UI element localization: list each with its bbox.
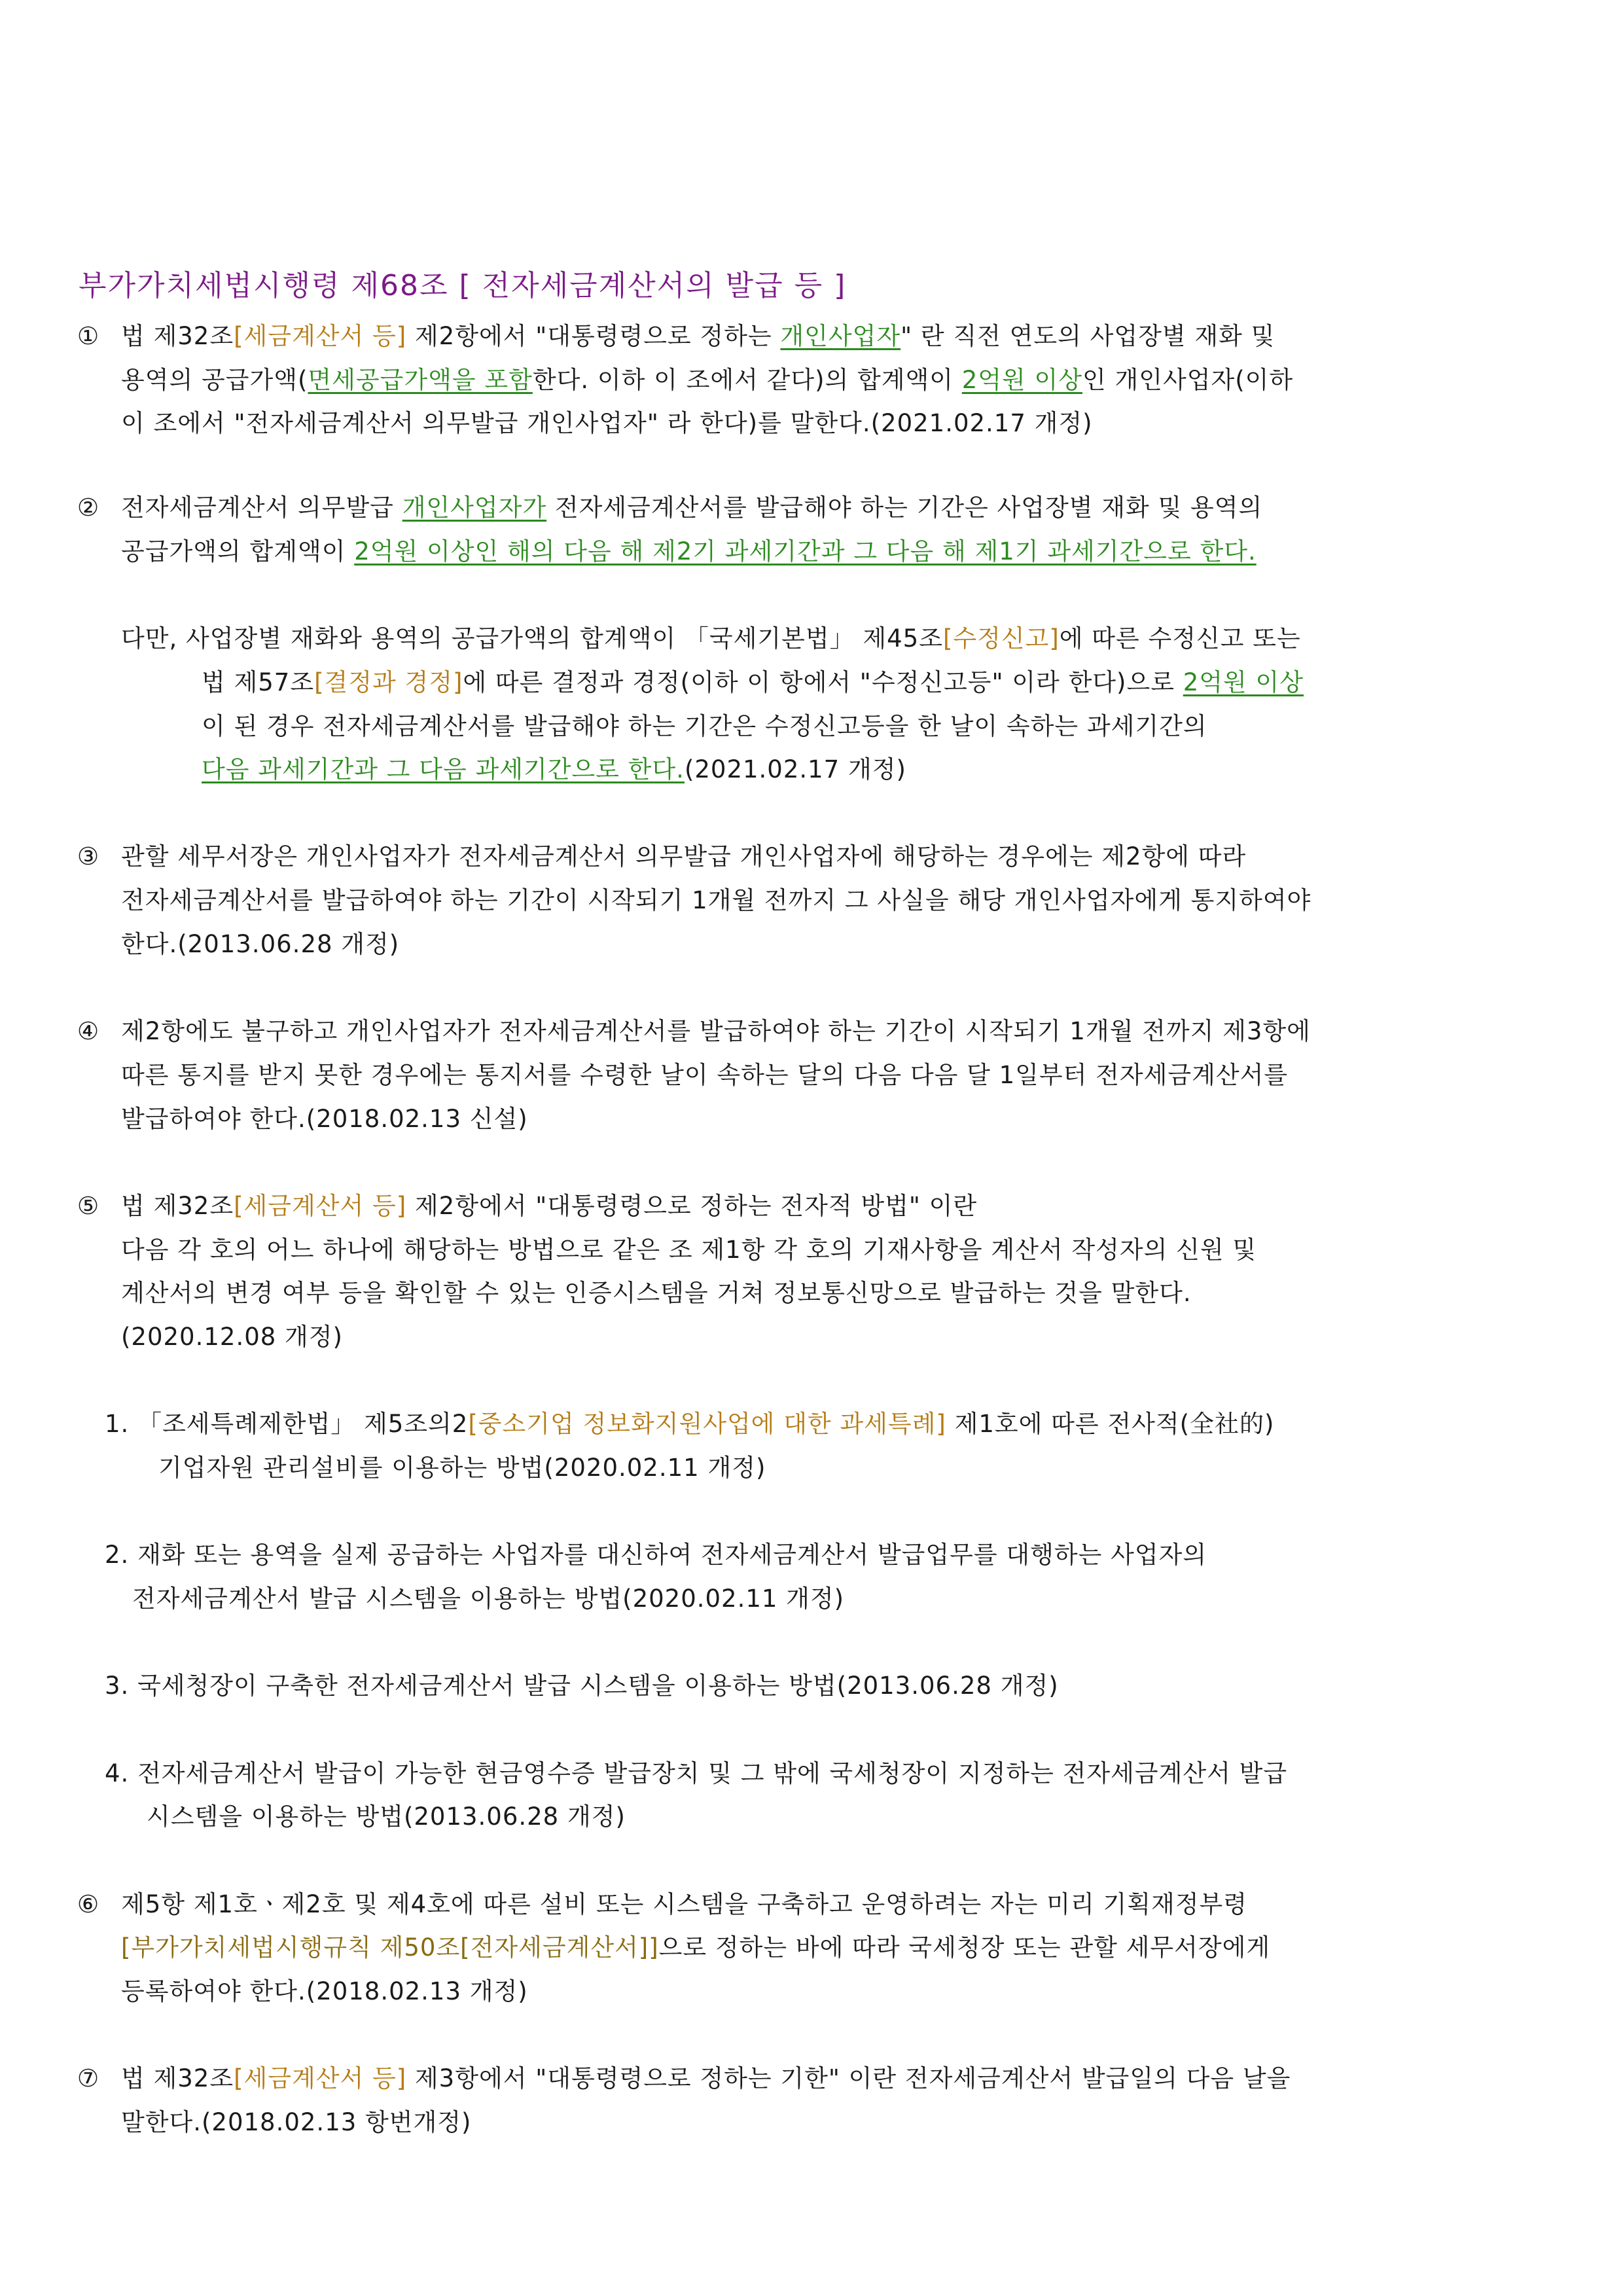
paragraph-7-line-2: 말한다.(2018.02.13 항번개정) bbox=[121, 2108, 472, 2136]
law-reference-link[interactable]: [세금계산서 등] bbox=[234, 1192, 407, 1220]
text: 제1호에 따른 전사적(全社的) bbox=[946, 1410, 1275, 1438]
highlight-text: 다음 과세기간과 그 다음 과세기간으로 한다. bbox=[202, 755, 685, 783]
text: 법 제32조 bbox=[121, 1192, 234, 1220]
paragraph-1-line-2 bbox=[121, 365, 1293, 396]
paragraph-5-line-1 bbox=[121, 1191, 977, 1222]
paragraph-2-line-4 bbox=[202, 667, 1304, 698]
paragraph-3-line-1: 관할 세무서장은 개인사업자가 전자세금계산서 의무발급 개인사업자에 해당하는 경우에는 제2항에 따라 bbox=[121, 842, 1247, 870]
paragraph-3-line-2: 전자세금계산서를 발급하여야 하는 기간이 시작되기 1개월 전까지 그 사실을 해당 개인사업자에게 통지하여야 bbox=[121, 886, 1311, 914]
item-2-line-2: 전자세금계산서 발급 시스템을 이용하는 방법(2020.02.11 개정) bbox=[132, 1585, 845, 1613]
paragraph-4-line-2: 따른 통지를 받지 못한 경우에는 통지서를 수령한 날이 속하는 달의 다음 다음 달 1일부터 전자세금계산서를 bbox=[121, 1061, 1289, 1089]
text: 법 제32조 bbox=[121, 322, 234, 350]
paragraph-3-marker: ③ bbox=[77, 842, 99, 870]
text: 전자세금계산서를 발급해야 하는 기간은 사업장별 재화 및 용역의 bbox=[546, 493, 1263, 522]
highlight-text: 개인사업자 bbox=[780, 322, 901, 350]
paragraph-4-line-3: 발급하여야 한다.(2018.02.13 신설) bbox=[121, 1105, 528, 1133]
text: 제2항에서 "대통령령으로 정하는 전자적 방법" 이란 bbox=[406, 1192, 978, 1220]
highlight-text: 면세공급가액을 포함 bbox=[308, 366, 533, 394]
text: 다만, 사업장별 재화와 용역의 공급가액의 합계액이 「국세기본법」 제45조 bbox=[121, 624, 943, 653]
item-4-line-1: 4. 전자세금계산서 발급이 가능한 현금영수증 발급장치 및 그 밖에 국세청장이 지정하는 전자세금계산서 발급 bbox=[105, 1759, 1288, 1787]
paragraph-1-line-1 bbox=[121, 321, 1275, 352]
paragraph-2-line-5: 이 된 경우 전자세금계산서를 발급해야 하는 기간은 수정신고등을 한 날이 속하는 과세기간의 bbox=[202, 712, 1207, 740]
item-4-line-2: 시스템을 이용하는 방법(2013.06.28 개정) bbox=[147, 1803, 626, 1831]
text: 전자세금계산서 의무발급 bbox=[121, 493, 402, 522]
text: 법 제57조 bbox=[202, 668, 315, 696]
text: 제3항에서 "대통령령으로 정하는 기한" 이란 전자세금계산서 발급일의 다음 날을 bbox=[406, 2064, 1291, 2092]
paragraph-7-marker: ⑦ bbox=[77, 2064, 99, 2092]
text: 에 따른 결정과 경정(이하 이 항에서 "수정신고등" 이라 한다)으로 bbox=[463, 668, 1183, 696]
text: 제2항에서 "대통령령으로 정하는 bbox=[406, 322, 781, 350]
text: 에 따른 수정신고 또는 bbox=[1059, 624, 1301, 653]
text: (2021.02.17 개정) bbox=[684, 755, 906, 783]
highlight-text: 2억원 이상인 해의 다음 해 제2기 과세기간과 그 다음 해 제1기 과세기간으로 한다. bbox=[354, 537, 1257, 565]
paragraph-1-marker: ① bbox=[77, 322, 99, 350]
paragraph-6-marker: ⑥ bbox=[77, 1890, 99, 1918]
highlight-text: 2억원 이상 bbox=[961, 366, 1083, 394]
item-2-line-1: 2. 재화 또는 용역을 실제 공급하는 사업자를 대신하여 전자세금계산서 발급업무를 대행하는 사업자의 bbox=[105, 1541, 1207, 1569]
paragraph-6-line-3: 등록하여야 한다.(2018.02.13 개정) bbox=[121, 1977, 528, 2005]
law-reference-link[interactable]: [중소기업 정보화지원사업에 대한 과세특례] bbox=[468, 1410, 946, 1438]
text: 으로 정하는 바에 따라 국세청장 또는 관할 세무서장에게 bbox=[658, 1933, 1271, 1962]
law-reference-link[interactable]: [부가가치세법시행규칙 제50조[전자세금계산서]] bbox=[121, 1933, 659, 1962]
paragraph-2-marker: ② bbox=[77, 493, 99, 522]
item-3-line-1: 3. 국세청장이 구축한 전자세금계산서 발급 시스템을 이용하는 방법(2013.06.28 개정) bbox=[105, 1672, 1059, 1700]
law-reference-link[interactable]: [결정과 경정] bbox=[314, 668, 463, 696]
item-1-line-1 bbox=[105, 1408, 1274, 1440]
paragraph-1-line-3: 이 조에서 "전자세금계산서 의무발급 개인사업자" 라 한다)를 말한다.(2021.02.17 개정) bbox=[121, 409, 1093, 437]
text: 법 제32조 bbox=[121, 2064, 234, 2092]
highlight-text: 개인사업자가 bbox=[402, 493, 547, 522]
paragraph-5-marker: ⑤ bbox=[77, 1192, 99, 1220]
highlight-text: 2억원 이상 bbox=[1183, 668, 1304, 696]
text: " 란 직전 연도의 사업장별 재화 및 bbox=[901, 322, 1275, 350]
paragraph-2-line-6 bbox=[202, 754, 906, 785]
paragraph-2-line-3 bbox=[121, 623, 1301, 655]
paragraph-5-line-2: 다음 각 호의 어느 하나에 해당하는 방법으로 같은 조 제1항 각 호의 기재사항을 계산서 작성자의 신원 및 bbox=[121, 1236, 1257, 1264]
paragraph-2-line-1 bbox=[121, 492, 1262, 524]
text: 한다. 이하 이 조에서 같다)의 합계액이 bbox=[532, 366, 962, 394]
law-reference-link[interactable]: [세금계산서 등] bbox=[234, 322, 407, 350]
paragraph-6-line-2 bbox=[121, 1932, 1270, 1964]
paragraph-2-line-2 bbox=[121, 536, 1257, 567]
law-reference-link[interactable]: [수정신고] bbox=[942, 624, 1060, 653]
text: 공급가액의 합계액이 bbox=[121, 537, 355, 565]
paragraph-7-line-1 bbox=[121, 2063, 1291, 2094]
paragraph-5-line-4: (2020.12.08 개정) bbox=[121, 1323, 343, 1351]
text: 용역의 공급가액( bbox=[121, 366, 308, 394]
paragraph-6-line-1: 제5항 제1호ㆍ제2호 및 제4호에 따른 설비 또는 시스템을 구축하고 운영하려는 자는 미리 기획재정부령 bbox=[121, 1890, 1247, 1918]
paragraph-5-line-3: 계산서의 변경 여부 등을 확인할 수 있는 인증시스템을 거쳐 정보통신망으로 발급하는 것을 말한다. bbox=[121, 1279, 1192, 1307]
paragraph-4-marker: ④ bbox=[77, 1017, 99, 1045]
text: 1. 「조세특례제한법」 제5조의2 bbox=[105, 1410, 469, 1438]
paragraph-4-line-1: 제2항에도 불구하고 개인사업자가 전자세금계산서를 발급하여야 하는 기간이 시작되기 1개월 전까지 제3항에 bbox=[121, 1017, 1311, 1045]
paragraph-3-line-3: 한다.(2013.06.28 개정) bbox=[121, 930, 400, 958]
item-1-line-2: 기업자원 관리설비를 이용하는 방법(2020.02.11 개정) bbox=[158, 1454, 766, 1482]
page-title: 부가가치세법시행령 제68조 [ 전자세금계산서의 발급 등 ] bbox=[79, 269, 847, 302]
text: 인 개인사업자(이하 bbox=[1082, 366, 1294, 394]
law-reference-link[interactable]: [세금계산서 등] bbox=[234, 2064, 407, 2092]
